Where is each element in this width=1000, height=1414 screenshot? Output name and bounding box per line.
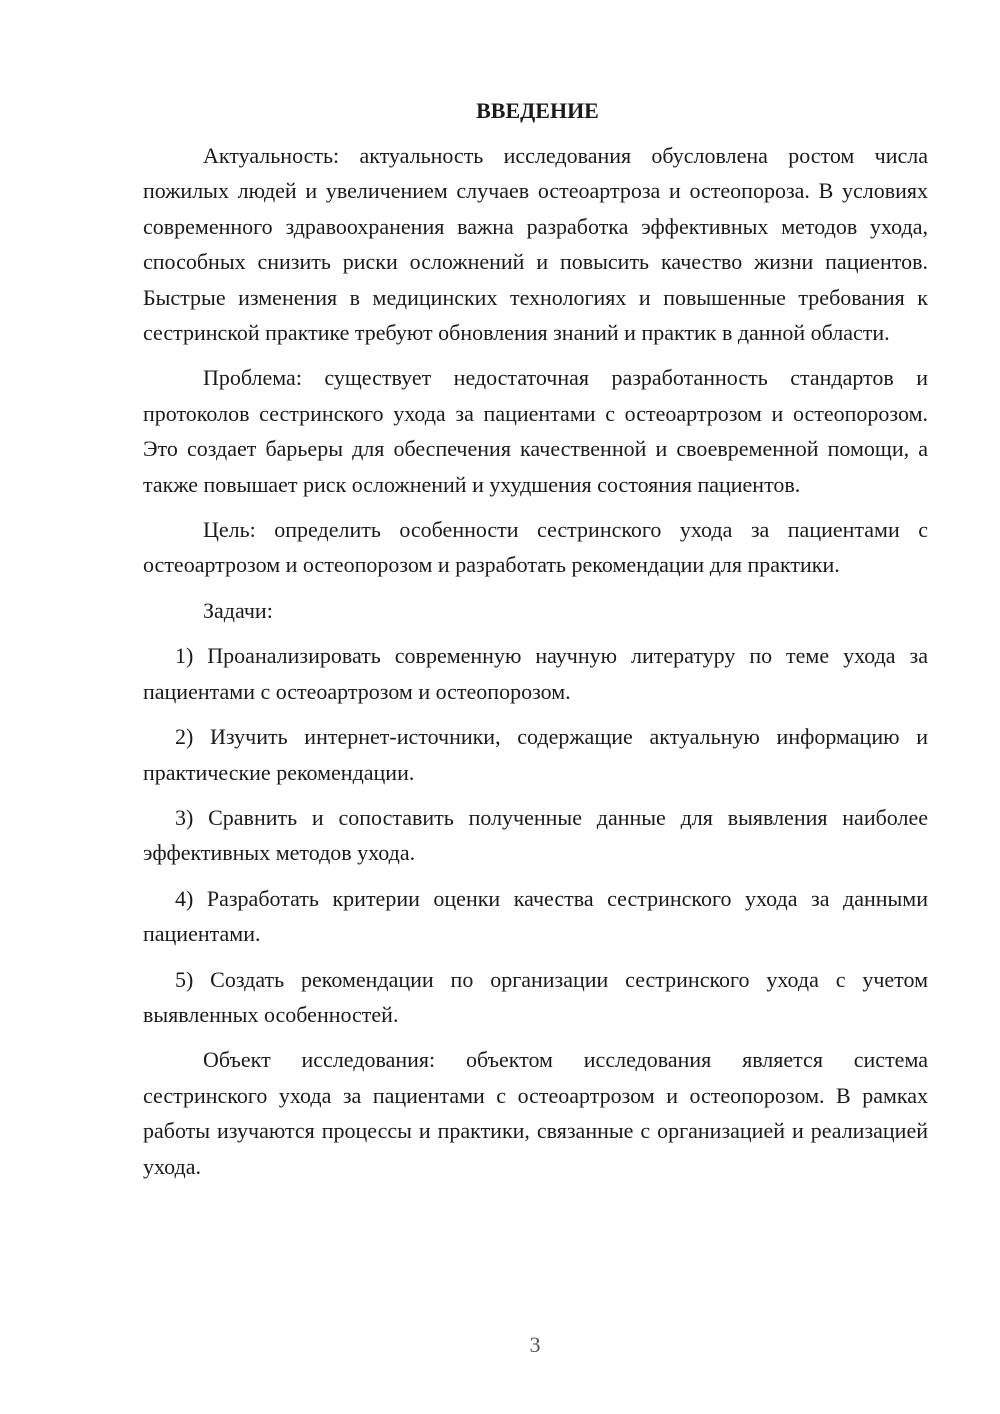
paragraph-relevance: Актуальность: актуальность исследования обусловлена ростом числа пожилых людей и увеличением случаев остеоартроза и остеопороза. В условиях современного здравоохранения важна разработка эффективных методов ухода, способных снизить риски осложнений и повысить качество жизни пациентов. Быстрые изменения в медицинских технологиях и повышенные требования к сестринской практике требуют обновления знаний и практик в данной области. [143, 143, 928, 346]
page-number: 3 [529, 1332, 541, 1357]
task-item: 3) Сравнить и сопоставить полученные данные для выявления наиболее эффективных методов ухода. [143, 804, 928, 866]
task-item: 5) Создать рекомендации по организации сестринского ухода с учетом выявленных особенностей. [143, 966, 928, 1027]
page-content [143, 96, 928, 1184]
page-heading: ВВЕДЕНИЕ [476, 98, 599, 123]
task-item: 4) Разработать критерии оценки качества сестринского ухода за данными пациентами. [143, 885, 928, 947]
task-item: 1) Проанализировать современную научную литературу по теме ухода за пациентами с остеоартрозом и остеопорозом. [143, 643, 928, 704]
task-item: 2) Изучить интернет-источники, содержащие актуальную информацию и практические рекомендации. [143, 724, 928, 785]
paragraph-problem: Проблема: существует недостаточная разработанность стандартов и протоколов сестринского ухода за пациентами с остеоартрозом и остеопорозом. Это создает барьеры для обеспечения качественной и своевременной помощи, а также повышает риск осложнений и ухудшения состояния пациентов. [143, 365, 928, 497]
paragraph-tasks-label: Задачи: [203, 597, 273, 623]
paragraph-object: Объект исследования: объектом исследования является система сестринского ухода за пациентами с остеоартрозом и остеопорозом. В рамках работы изучаются процессы и практики, связанные с организацией и реализацией ухода. [143, 1047, 928, 1179]
paragraph-goal: Цель: определить особенности сестринского ухода за пациентами с остеоартрозом и остеопорозом и разработать рекомендации для практики. [143, 517, 928, 578]
